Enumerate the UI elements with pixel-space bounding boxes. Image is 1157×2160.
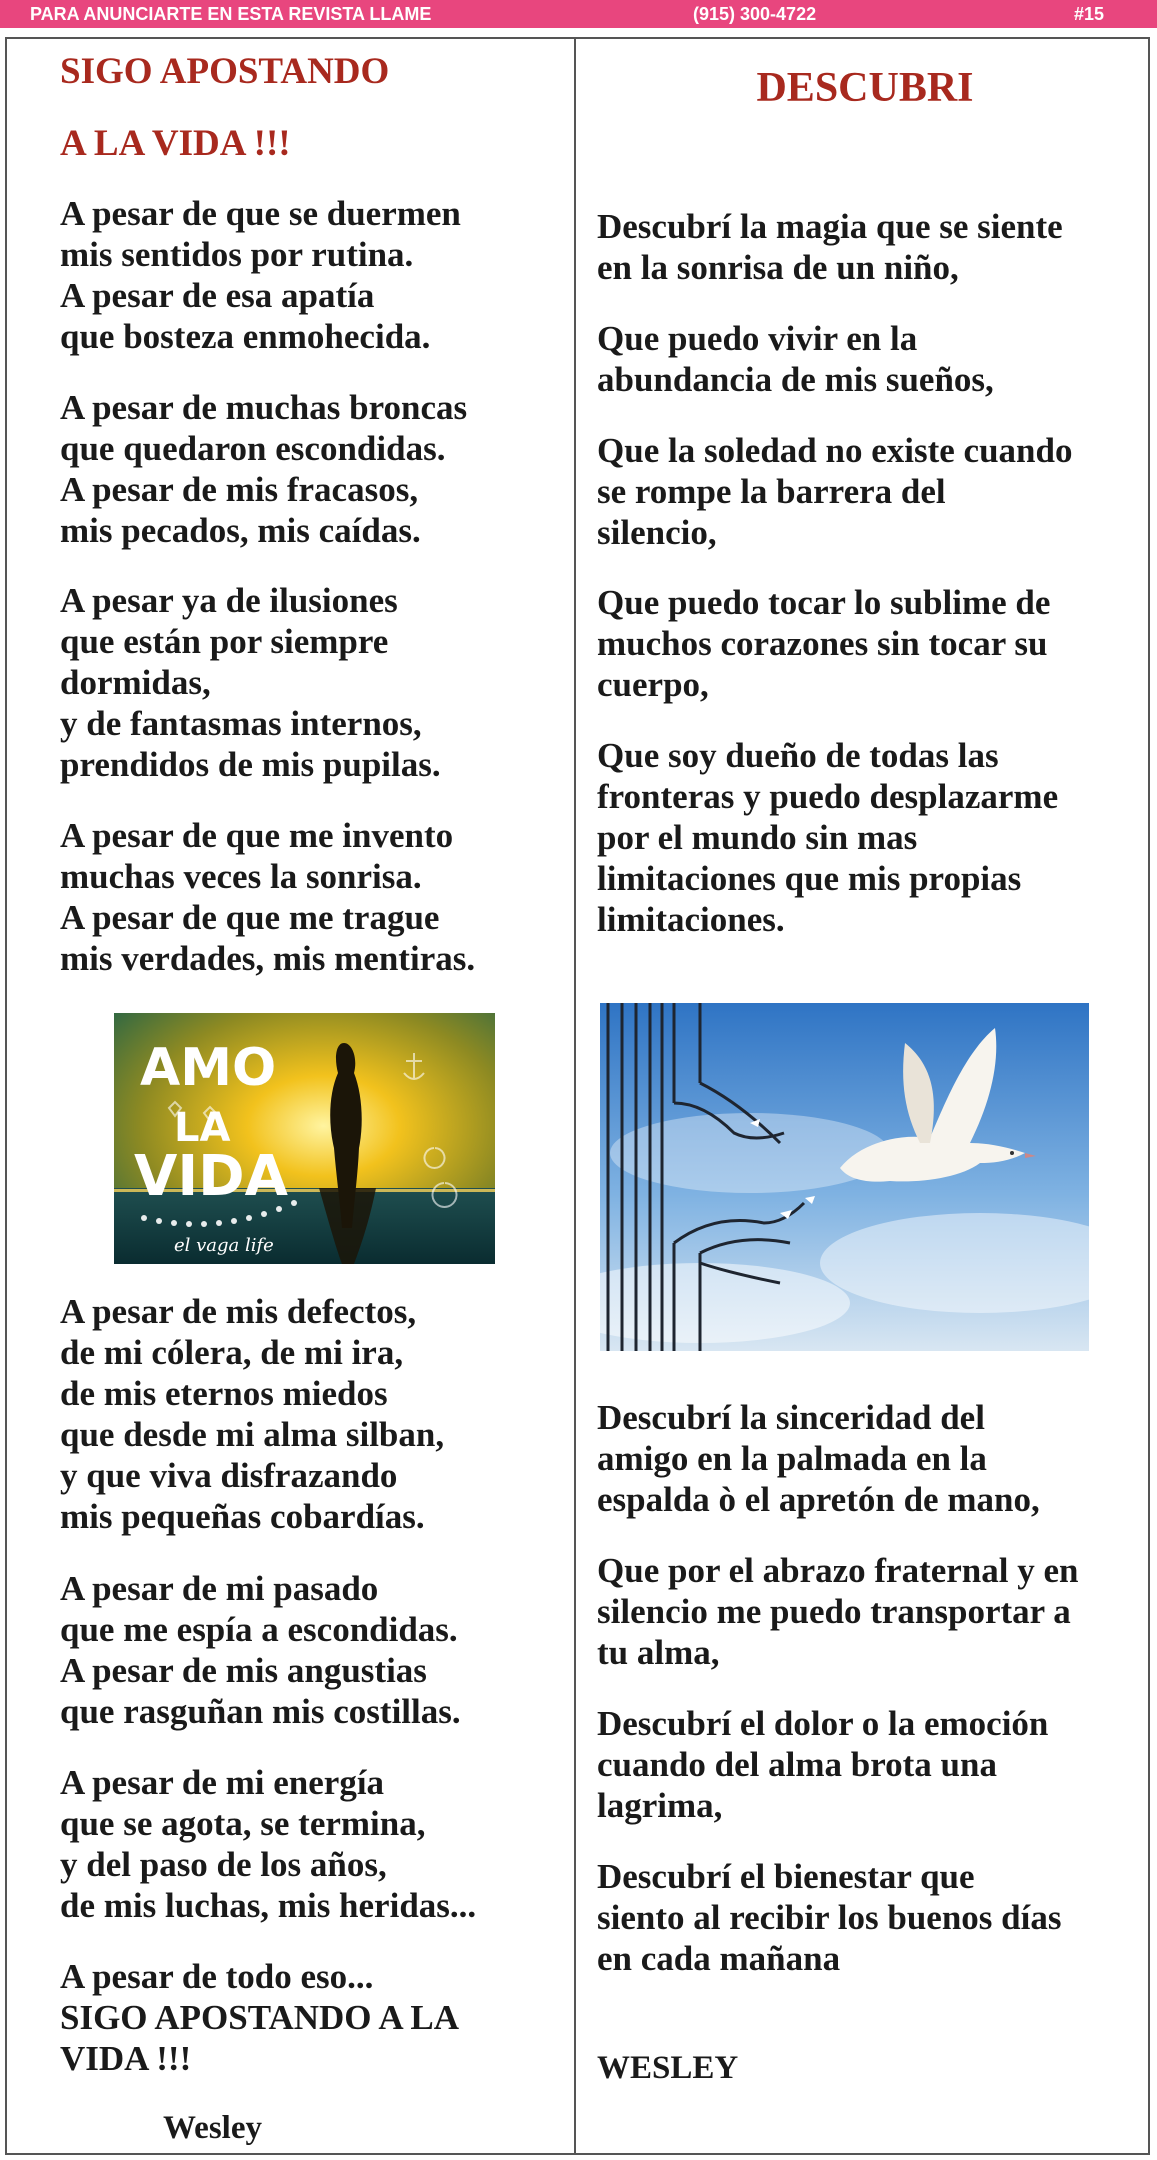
column-divider — [574, 37, 576, 2155]
left-poem-title-line1: SIGO APOSTANDO — [60, 51, 390, 92]
left-stanza-4: A pesar de que me invento muchas veces la sonrisa. A pesar de que me trague mis verdades, mis mentiras. — [60, 816, 476, 978]
header-banner — [0, 0, 1157, 28]
left-stanza-7: A pesar de mi energía que se agota, se termina, y del paso de los años, de mis luchas, mis heridas... — [60, 1763, 477, 1925]
right-signature: WESLEY — [597, 2050, 739, 2086]
right-stanza-7: Que por el abrazo fraternal y en silencio me puedo transportar a tu alma, — [597, 1551, 1079, 1672]
right-stanza-6: Descubrí la sinceridad del amigo en la palmada en la espalda ò el apretón de mano, — [597, 1398, 1040, 1519]
right-stanza-2: Que puedo vivir en la abundancia de mis sueños, — [597, 319, 994, 399]
image-word-vida: VIDA — [134, 1144, 288, 1209]
left-stanza-3: A pesar ya de ilusiones que están por siempre dormidas, y de fantasmas internos, prendidos de mis pupilas. — [60, 581, 441, 784]
right-stanza-1: Descubrí la magia que se siente en la sonrisa de un niño, — [597, 207, 1063, 287]
left-stanza-2: A pesar de muchas broncas que quedaron escondidas. A pesar de mis fracasos, mis pecados, mis caídas. — [60, 388, 468, 550]
image-word-amo: AMO — [140, 1038, 277, 1098]
left-poem-title-line2: A LA VIDA !!! — [60, 123, 291, 164]
amo-la-vida-image — [114, 1013, 495, 1264]
right-poem-title: DESCUBRI — [756, 65, 974, 111]
left-stanza-8: A pesar de todo eso... SIGO APOSTANDO A LA VIDA !!! — [60, 1957, 460, 2078]
left-stanza-6: A pesar de mi pasado que me espía a escondidas. A pesar de mis angustias que rasguñan mis costillas. — [60, 1569, 461, 1731]
header-issue-number: #15 — [1074, 4, 1105, 24]
header-phone: (915) 300-4722 — [693, 4, 817, 24]
right-stanza-9: Descubrí el bienestar que siento al recibir los buenos días en cada mañana — [597, 1857, 1062, 1978]
right-stanza-4: Que puedo tocar lo sublime de muchos corazones sin tocar su cuerpo, — [597, 583, 1051, 704]
right-stanza-3: Que la soledad no existe cuando se rompe la barrera del silencio, — [597, 431, 1073, 552]
dove-cage-image — [600, 1003, 1089, 1351]
left-stanza-1: A pesar de que se duermen mis sentidos por rutina. A pesar de esa apatía que bosteza enmohecida. — [60, 194, 461, 356]
left-signature: Wesley — [163, 2110, 262, 2146]
image-credit: el vaga life — [174, 1235, 274, 1256]
left-stanza-5: A pesar de mis defectos, de mi cólera, de mi ira, de mis eternos miedos que desde mi alma silban, y que viva disfrazando mis pequeñas cobardías. — [60, 1292, 445, 1536]
image-word-la: LA — [174, 1105, 231, 1151]
right-stanza-8: Descubrí el dolor o la emoción cuando del alma brota una lagrima, — [597, 1704, 1049, 1825]
header-ad-text: PARA ANUNCIARTE EN ESTA REVISTA LLAME — [30, 4, 432, 24]
right-stanza-5: Que soy dueño de todas las fronteras y puedo desplazarme por el mundo sin mas limitaciones que mis propias limitaciones. — [597, 736, 1059, 939]
